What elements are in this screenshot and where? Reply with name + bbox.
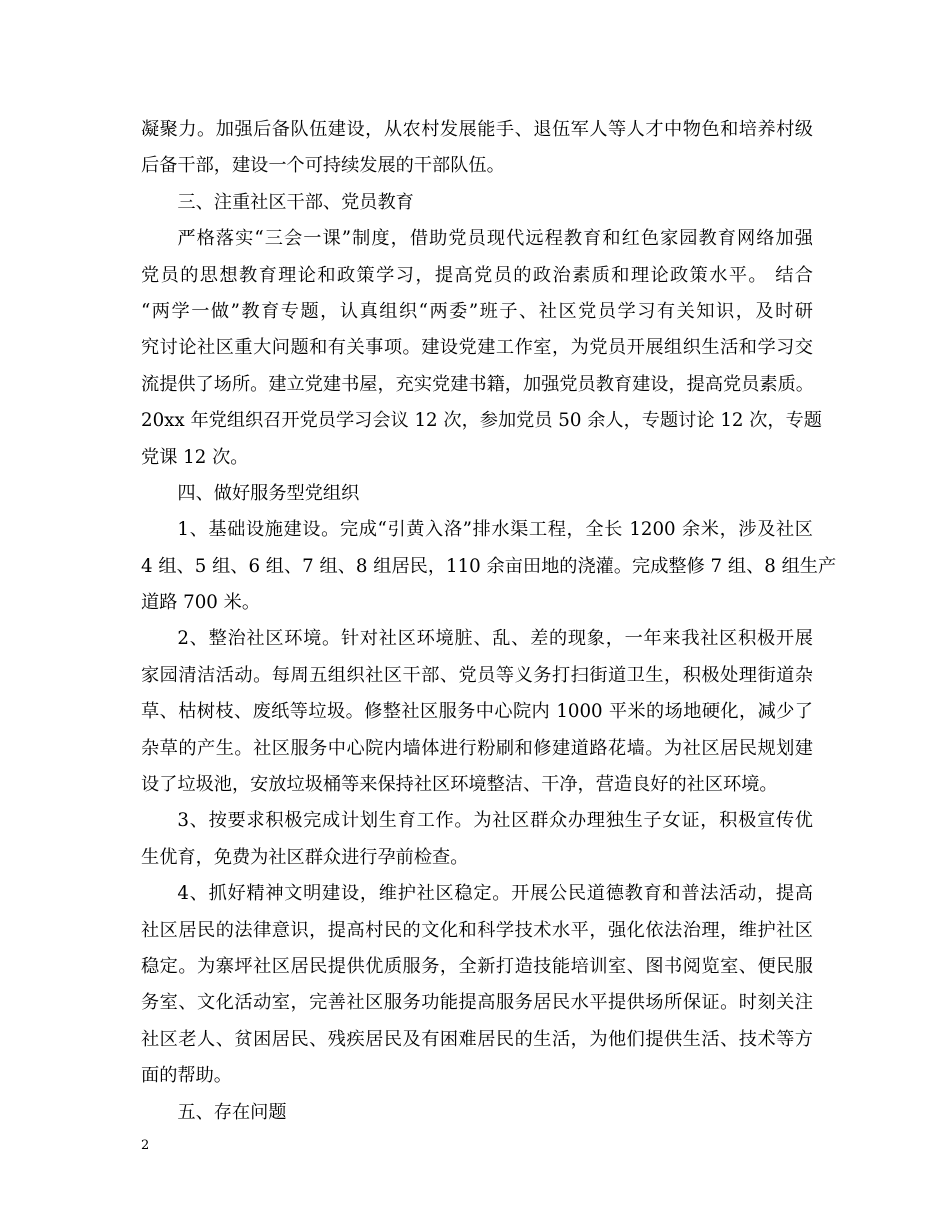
text-line: 2、整治社区环境。针对社区环境脏、乱、差的现象，一年来我社区积极开展 (177, 628, 813, 650)
text-line: 务室、文化活动室，完善社区服务功能提高服务居民水平提供场所保证。时刻关注 (141, 992, 813, 1014)
text-line: 三、注重社区干部、党员教育 (177, 191, 414, 213)
text-line: 究讨论社区重大问题和有关事项。建设党建工作室，为党员开展组织生活和学习交 (141, 337, 813, 359)
text-line: 后备干部，建设一个可持续发展的干部队伍。 (141, 155, 505, 177)
text-line: 杂草的产生。社区服务中心院内墙体进行粉刷和修建道路花墙。为社区居民规划建 (141, 737, 813, 759)
text-line: 生优育，免费为社区群众进行孕前检查。 (141, 846, 469, 868)
text-line: 1、基础设施建设。完成“引黄入洛”排水渠工程，全长 1200 余米，涉及社区 (177, 519, 813, 541)
text-line: 道路 700 米。 (141, 592, 261, 614)
text-line: 4 组、5 组、6 组、7 组、8 组居民，110 余亩田地的浇灌。完成整修 7 组、8 组生产 (141, 555, 837, 577)
text-line: 3、按要求积极完成计划生育工作。为社区群众办理独生子女证，积极宣传优 (177, 810, 813, 832)
text-line: 社区老人、贫困居民、残疾居民及有困难居民的生活，为他们提供生活、技术等方 (141, 1028, 813, 1050)
text-line: 严格落实“三会一课”制度，借助党员现代远程教育和红色家园教育网络加强 (177, 228, 813, 250)
text-line: 稳定。为寨坪社区居民提供优质服务，全新打造技能培训室、图书阅览室、便民服 (141, 955, 813, 977)
text-line: 社区居民的法律意识，提高村民的文化和科学技术水平，强化依法治理，维护社区 (141, 919, 813, 941)
text-line: 凝聚力。加强后备队伍建设，从农村发展能手、退伍军人等人才中物色和培养村级 (141, 119, 813, 140)
text-line: 流提供了场所。建立党建书屋，充实党建书籍，加强党员教育建设，提高党员素质。 (141, 373, 814, 395)
text-line: 设了垃圾池，安放垃圾桶等来保持社区环境整洁、干净，营造良好的社区环境。 (141, 774, 778, 796)
text-line: 党员的思想教育理论和政策学习，提高党员的政治素质和理论政策水平。 结合 (141, 264, 813, 286)
text-line: 五、存在问题 (177, 1101, 287, 1123)
document-body (141, 112, 837, 1131)
text-line: 4、抓好精神文明建设，维护社区稳定。开展公民道德教育和普法活动，提高 (177, 883, 813, 905)
page-number: 2 (141, 1138, 150, 1153)
text-line: 草、枯树枝、废纸等垃圾。修整社区服务中心院内 1000 平米的场地硬化，减少了 (141, 701, 813, 723)
text-line: “两学一做”教育专题，认真组织“两委”班子、社区党员学习有关知识，及时研 (141, 300, 813, 322)
text-line: 四、做好服务型党组织 (177, 482, 360, 504)
text-line: 面的帮助。 (141, 1065, 232, 1087)
text-line: 家园清洁活动。每周五组织社区干部、党员等义务打扫街道卫生，积极处理街道杂 (141, 664, 813, 686)
text-line: 20xx 年党组织召开党员学习会议 12 次，参加党员 50 余人，专题讨论 12 次，专题 (141, 410, 822, 432)
text-line: 党课 12 次。 (141, 446, 249, 468)
